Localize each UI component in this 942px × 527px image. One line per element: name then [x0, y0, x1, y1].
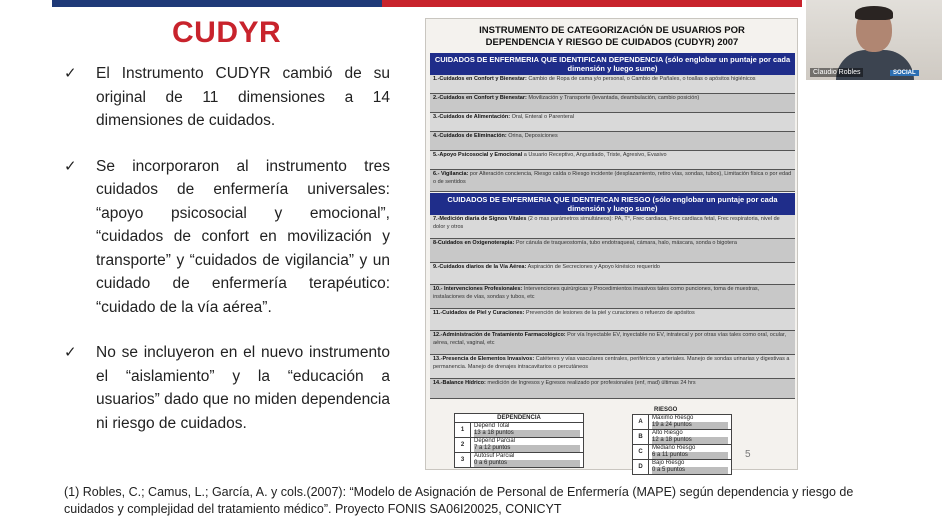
- table-row: 9.-Cuidados diarios de la Vía Aérea: Aspiración de Secreciones y Apoyo kinésico requerido: [430, 263, 795, 285]
- bullet-text: El Instrumento CUDYR cambió de su original de 11 dimensiones a 14 dimensiones de cuidados.: [96, 65, 390, 129]
- bullet-item: [62, 341, 390, 435]
- table-row: 5.-Apoyo Psicosocial y Emocional a Usuario Receptivo, Angustiado, Triste, Agresivo, Evasivo: [430, 151, 795, 170]
- top-accent-bar-red: [382, 0, 802, 7]
- table-row: 10.- Intervenciones Profesionales: Intervenciones quirúrgicas y Procedimientos invasivos tales como punciones, toma de muestras, instalaciones de vías, sondas y tubos, etc: [430, 285, 795, 309]
- bullet-text: No se incluyeron en el nuevo instrumento el “aislamiento” y la “educación a usuarios” dado que no miden dependencia ni riesgo de cuidados.: [96, 344, 390, 432]
- table-row: B Alto Riesgo 12 a 18 puntos: [633, 430, 731, 445]
- table-row: 11.-Cuidados de Piel y Curaciones: Prevención de lesiones de la piel y curaciones o refuerzo de apósitos: [430, 309, 795, 331]
- participant-name-label: Claudio Robles: [810, 68, 863, 77]
- dependencia-table: [454, 413, 584, 468]
- table-row: 3.-Cuidados de Alimentación: Oral, Enteral o Parenteral: [430, 113, 795, 132]
- section-riesgo-rows: [430, 215, 795, 399]
- bullet-list: [62, 62, 390, 457]
- table-row: 6.- Vigilancia: por Alteración conciencia, Riesgo caída o Riesgo incidente (desplazamiento, retiro vías, sondas, tubos), Limitación física o por edad o de sentidos: [430, 170, 795, 192]
- document-header-line1: INSTRUMENTO DE CATEGORIZACIÓN DE USUARIOS POR: [479, 25, 745, 36]
- table-row: 1.-Cuidados en Confort y Bienestar: Cambio de Ropa de cama y/o personal, o Cambio de Pañales, o toallas o apósitos higiénicos: [430, 75, 795, 94]
- document-header: [434, 25, 790, 49]
- table-row: 2.-Cuidados en Confort y Bienestar: Movilización y Transporte (levantada, deambulación, cambio posición): [430, 94, 795, 113]
- video-tag: SOCIAL: [890, 70, 919, 76]
- top-accent-bar-blue: [52, 0, 382, 7]
- bullet-item: [62, 155, 390, 320]
- table-row: D Bajo Riesgo 0 a 5 puntos: [633, 460, 731, 474]
- table-row: 2 Depend Parcial 7 a 12 puntos: [455, 438, 583, 453]
- table-row: 1 Depend Total 13 a 18 puntos: [455, 423, 583, 438]
- riesgo-title: RIESGO: [654, 407, 678, 413]
- participant-video-tile[interactable]: [806, 0, 942, 80]
- check-icon: ✓: [64, 65, 77, 82]
- section-dependencia-rows: [430, 75, 795, 192]
- section-riesgo-title: CUIDADOS DE ENFERMERIA QUE IDENTIFICAN RIESGO (sólo englobar un puntaje por cada dimensión y luego sume): [430, 193, 795, 215]
- document-header-line2: DEPENDENCIA Y RIESGO DE CUIDADOS (CUDYR) 2007: [485, 37, 739, 48]
- riesgo-table: [632, 414, 732, 475]
- table-row: A Máximo Riesgo 19 a 24 puntos: [633, 415, 731, 430]
- participant-hair: [855, 6, 893, 20]
- slide-title: CUDYR: [172, 16, 282, 49]
- dependencia-title: DEPENDENCIA: [455, 414, 583, 423]
- footnote-citation: (1) Robles, C.; Camus, L.; García, A. y cols.(2007): “Modelo de Asignación de Personal de Enfermería (MAPE) según dependencia y riesgo de cuidados y complejidad del tratamiento médico”. Proyecto FONIS SA06I20025, CONICYT: [64, 485, 854, 516]
- table-row: 14.-Balance Hídrico: medición de Ingresos y Egresos realizado por profesionales (enf, mad) últimas 24 hrs: [430, 379, 795, 399]
- bullet-item: [62, 62, 390, 133]
- classification-tables: [440, 407, 790, 473]
- cudyr-instrument-document: [425, 18, 798, 473]
- table-row: 4.-Cuidados de Eliminación: Orina, Deposiciones: [430, 132, 795, 151]
- table-row: C Mediano Riesgo 6 a 11 puntos: [633, 445, 731, 460]
- table-row: 8-Cuidados en Oxigenoterapia: Por cánula de traqueostomía, tubo endotraqueal, cámara, halo, máscara, sonda o bigotera: [430, 239, 795, 263]
- section-dependencia-title: CUIDADOS DE ENFERMERIA QUE IDENTIFICAN DEPENDENCIA (sólo englobar un puntaje por cada dimensión y luego sume): [430, 53, 795, 75]
- page-number: 5: [745, 449, 751, 460]
- bullet-text: Se incorporaron al instrumento tres cuidados de enfermería universales: “apoyo psicosocial y emocional”, “cuidados de confort en movilización y transporte” y “cuidados de vigilancia” y un cuidado de enfermería terapéutico: “cuidado de la vía aérea”.: [96, 157, 390, 316]
- table-row: 13.-Presencia de Elementos Invasivos: Catéteres y vías vasculares centrales, periféricos y arteriales. Manejo de sondas urinarias y digestivas a permanencia. Manejo de drenajes intracavitarios o percutáneos: [430, 355, 795, 379]
- check-icon: ✓: [64, 344, 77, 361]
- table-row: 12.-Administración de Tratamiento Farmacológico: Por vía Inyectable EV, inyectable no EV, intratecal y por otras vías tales como oral, ocular, aérea, rectal, vaginal, etc: [430, 331, 795, 355]
- table-row: 7.-Medición diaria de Signos Vitales (2 o mas parámetros simultáneos): PA, T°, Frec cardiaca, Frec cardiaca fetal, Frec respiratoria, nivel de dolor y otros: [430, 215, 795, 239]
- check-icon: ✓: [64, 157, 77, 175]
- table-row: 3 Autosuf Parcial 0 a 6 puntos: [455, 453, 583, 467]
